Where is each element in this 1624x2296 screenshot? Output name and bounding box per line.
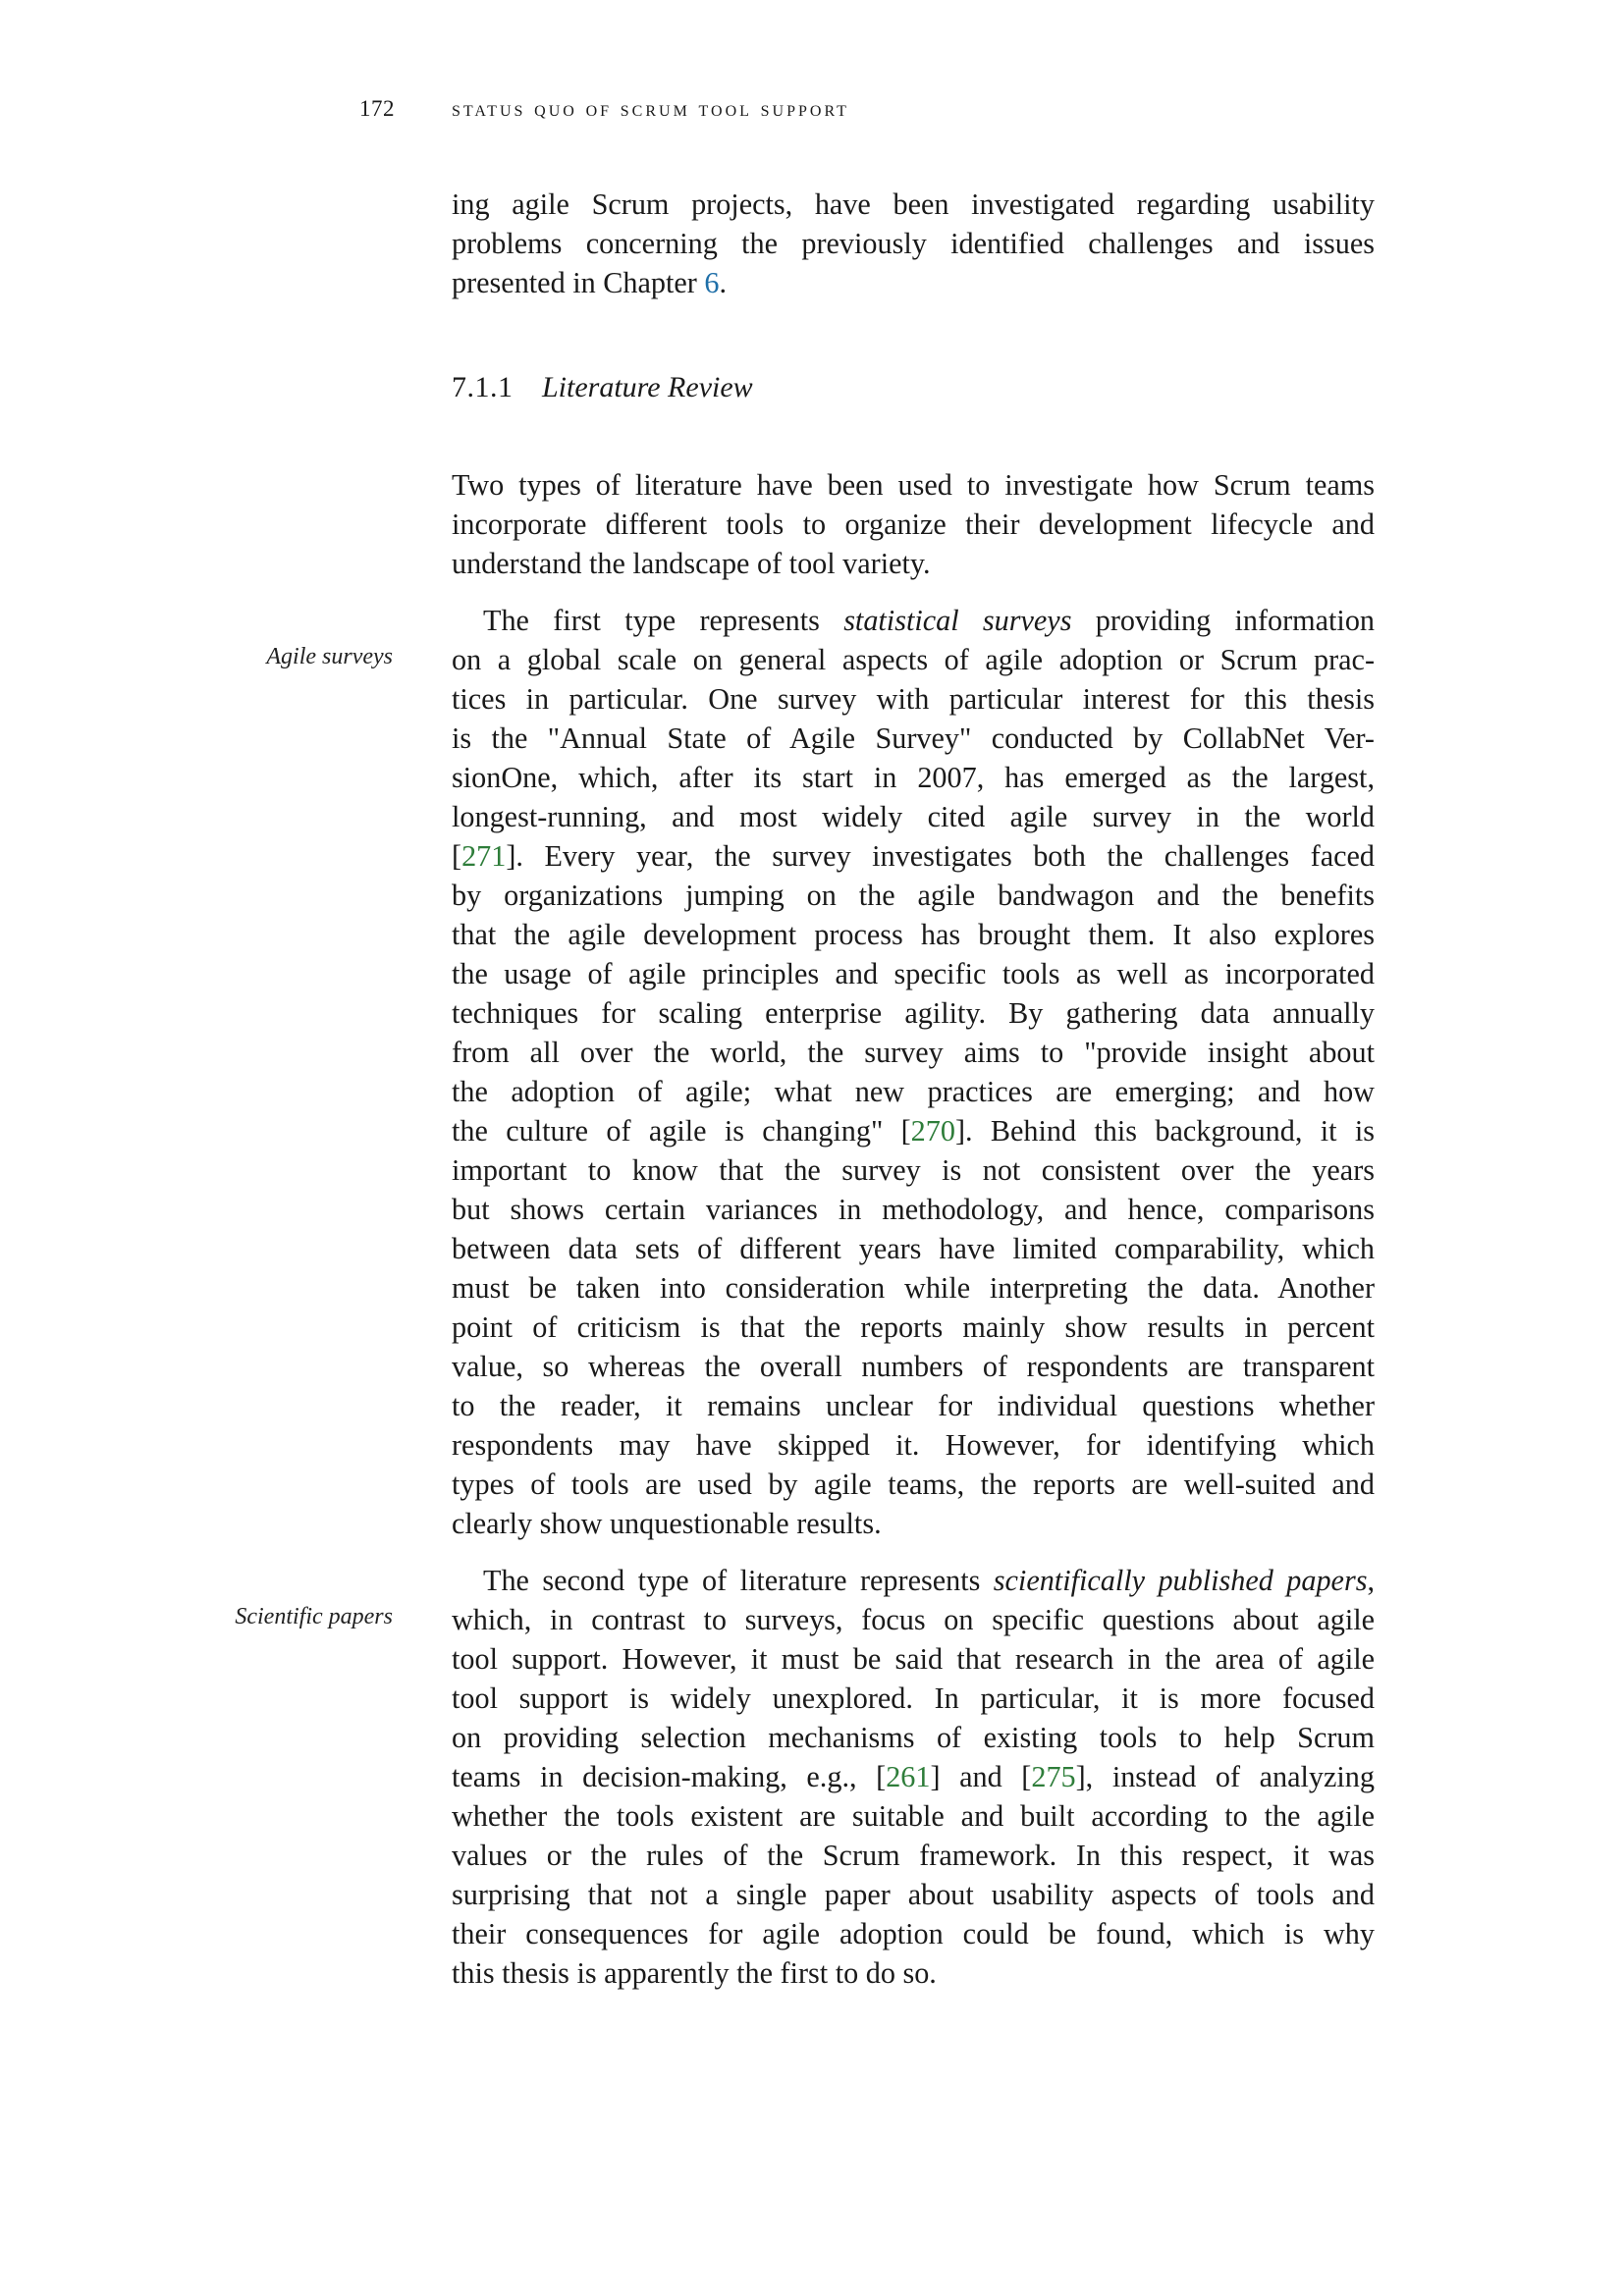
margin-note-scientific-papers: Scientific papers: [235, 1604, 393, 1629]
text-line: Two types of literature have been used to investigate how Scrum teams: [452, 468, 1375, 502]
text-line: sionOne, which, after its start in 2007, has emerged as the largest,: [452, 761, 1375, 794]
text-line: problems concerning the previously identified challenges and issues: [452, 227, 1375, 260]
section-number: 7.1.1: [452, 371, 514, 403]
text-line: but shows certain variances in methodology, and hence, comparisons: [452, 1193, 1375, 1226]
citation-link[interactable]: 275: [1031, 1760, 1076, 1793]
text-line: between data sets of different years have limited comparability, which: [452, 1232, 1375, 1265]
text-line: the usage of agile principles and specific tools as well as incorporated: [452, 957, 1375, 990]
text-line: incorporate different tools to organize their development lifecycle and: [452, 507, 1375, 541]
text-line: is the "Annual State of Agile Survey" conducted by CollabNet Ver-: [452, 721, 1375, 755]
text-line: on providing selection mechanisms of existing tools to help Scrum: [452, 1721, 1375, 1754]
text-line: clearly show unquestionable results.: [452, 1507, 882, 1540]
text-line: The second type of literature represents scientifically published papers,: [483, 1564, 1375, 1597]
page-number: 172: [359, 96, 395, 121]
text-line: important to know that the survey is not consistent over the years: [452, 1153, 1375, 1187]
text-line: techniques for scaling enterprise agility. By gathering data annually: [452, 996, 1375, 1030]
text-line: tool support is widely unexplored. In particular, it is more focused: [452, 1682, 1375, 1715]
text-line: types of tools are used by agile teams, the reports are well-suited and: [452, 1468, 1375, 1501]
text-line: understand the landscape of tool variety.: [452, 547, 931, 580]
citation-link[interactable]: 271: [461, 839, 507, 873]
text-line: this thesis is apparently the first to do so.: [452, 1956, 937, 1990]
text-line: point of criticism is that the reports mainly show results in percent: [452, 1310, 1375, 1344]
text-line: surprising that not a single paper about usability aspects of tools and: [452, 1878, 1375, 1911]
text-line: the adoption of agile; what new practices are emerging; and how: [452, 1075, 1375, 1108]
margin-note-agile-surveys: Agile surveys: [266, 644, 393, 669]
text-line: The first type represents statistical surveys providing information: [483, 604, 1376, 637]
text-line: value, so whereas the overall numbers of respondents are transparent: [452, 1350, 1375, 1383]
intro-paragraph: [452, 185, 1375, 302]
text-line: to the reader, it remains unclear for individual questions whether: [452, 1389, 1375, 1422]
text-line: on a global scale on general aspects of agile adoption or Scrum prac-: [452, 643, 1375, 676]
text-line: whether the tools existent are suitable and built according to the agile: [452, 1799, 1375, 1833]
citation-link[interactable]: 270: [910, 1114, 955, 1148]
text-line: which, in contrast to surveys, focus on specific questions about agile: [452, 1603, 1375, 1636]
running-title: status quo of scrum tool support: [452, 96, 849, 121]
section-title: Literature Review: [542, 371, 753, 403]
chapter-reference-link[interactable]: 6: [704, 266, 720, 299]
paragraph-scientific-papers: [452, 1561, 1375, 1993]
text-line: by organizations jumping on the agile bandwagon and the benefits: [452, 879, 1375, 912]
section-heading: [452, 371, 753, 404]
text-line: ing agile Scrum projects, have been investigated regarding usability: [452, 187, 1375, 221]
text-line: teams in decision-making, e.g., [261] and [275], instead of analyzing: [452, 1760, 1375, 1793]
running-header: [353, 96, 1375, 128]
citation-link[interactable]: 261: [886, 1760, 931, 1793]
text-line: tices in particular. One survey with particular interest for this thesis: [452, 682, 1375, 716]
text-line: from all over the world, the survey aims to "provide insight about: [452, 1036, 1375, 1069]
paragraph-statistical-surveys: [452, 601, 1375, 1543]
text-line: values or the rules of the Scrum framework. In this respect, it was: [452, 1839, 1375, 1872]
text-line: longest-running, and most widely cited agile survey in the world: [452, 800, 1375, 833]
text-line: must be taken into consideration while interpreting the data. Another: [452, 1271, 1375, 1305]
text-line: [271]. Every year, the survey investigates both the challenges faced: [452, 839, 1375, 873]
text-line: tool support. However, it must be said that research in the area of agile: [452, 1642, 1375, 1676]
paragraph-literature-types: [452, 465, 1375, 583]
text-line: their consequences for agile adoption could be found, which is why: [452, 1917, 1375, 1950]
text-line: respondents may have skipped it. However, for identifying which: [452, 1428, 1375, 1462]
text-line: the culture of agile is changing" [270]. Behind this background, it is: [452, 1114, 1375, 1148]
text-line: that the agile development process has brought them. It also explores: [452, 918, 1375, 951]
text-line: presented in Chapter 6.: [452, 266, 727, 299]
